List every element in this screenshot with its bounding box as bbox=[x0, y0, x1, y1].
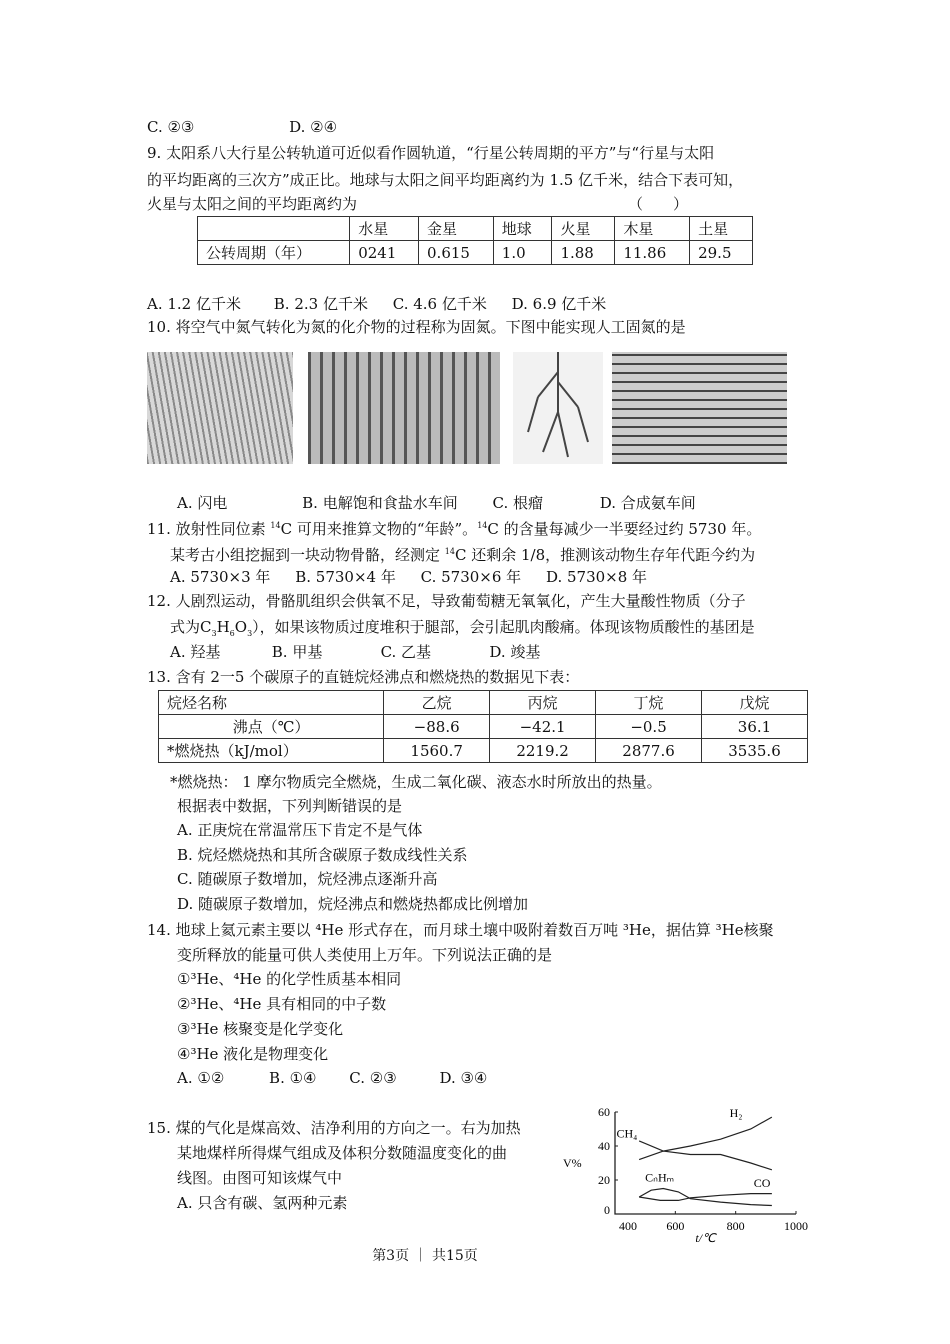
series-label: CₙHₘ bbox=[645, 1170, 675, 1185]
option-d: D. 合成氨车间 bbox=[599, 494, 696, 512]
option-c: C. 4.6 亿千米 bbox=[392, 295, 487, 313]
option-d: D. 随碳原子数增加，烷烃沸点和燃烧热都成比例增加 bbox=[177, 895, 529, 913]
statement: ③³He 核聚变是化学变化 bbox=[177, 1020, 344, 1038]
q9-options bbox=[147, 294, 606, 314]
t: 14 bbox=[477, 521, 488, 530]
series-label: CH₄ bbox=[616, 1126, 638, 1141]
cell: 水星 bbox=[350, 217, 419, 241]
option-a: A. ①② bbox=[177, 1069, 225, 1087]
axes bbox=[615, 1112, 796, 1214]
q15-text: 线图。由图可知该煤气中 bbox=[177, 1169, 343, 1187]
option-b: B. 烷烃燃烧热和其所含碳原子数成线性关系 bbox=[177, 846, 468, 864]
option-a: A. 闪电 bbox=[177, 494, 228, 512]
cell: 0.615 bbox=[419, 241, 494, 265]
cell: 1.0 bbox=[493, 241, 552, 265]
q12-text bbox=[170, 617, 755, 644]
cell: 3535.6 bbox=[702, 739, 808, 763]
q11-options bbox=[170, 567, 647, 587]
option-d: D. ③④ bbox=[439, 1069, 488, 1087]
t: O bbox=[234, 618, 248, 636]
option-c: C. 随碳原子数增加，烷烃沸点逐渐升高 bbox=[177, 870, 438, 888]
cell: 公转周期（年） bbox=[198, 241, 350, 265]
cell: 2219.2 bbox=[490, 739, 596, 763]
y-axis-label: V% bbox=[563, 1156, 582, 1170]
q15-text: 15. 煤的气化是煤高效、洁净利用的方向之一。右为加热 bbox=[147, 1119, 521, 1137]
cell: 丁烷 bbox=[596, 691, 702, 715]
series-label: CO bbox=[753, 1175, 771, 1190]
t: H bbox=[216, 618, 230, 636]
x-tick-label: 1000 bbox=[784, 1219, 808, 1233]
cell: 11.86 bbox=[615, 241, 690, 265]
t: C 还剩余 1/8，推测该动物生存年代距今约为 bbox=[454, 546, 756, 564]
t: 3 bbox=[211, 629, 217, 638]
x-tick-label: 800 bbox=[726, 1219, 745, 1233]
cell: 1.88 bbox=[552, 241, 615, 265]
table-row bbox=[198, 241, 753, 265]
q8-options bbox=[147, 117, 337, 137]
t: 式为C bbox=[170, 618, 212, 636]
t: 14 bbox=[270, 521, 281, 530]
cell: 丙烷 bbox=[490, 691, 596, 715]
q14-options bbox=[177, 1068, 487, 1088]
root-icon bbox=[513, 352, 603, 464]
t: 14 bbox=[444, 547, 455, 556]
cell: 2877.6 bbox=[596, 739, 702, 763]
t: 3 bbox=[247, 629, 253, 638]
q10-text: 10. 将空气中氮气转化为氮的化介物的过程称为固氮。下图中能实现人工固氮的是 bbox=[147, 318, 686, 336]
option-a: A. 羟基 bbox=[170, 643, 221, 661]
t: 6 bbox=[229, 629, 235, 638]
q15-text: 某地煤样所得煤气组成及体积分数随温度变化的曲 bbox=[177, 1144, 508, 1162]
q13-table bbox=[158, 690, 808, 763]
t: C 的含量每减少一半要经过约 5730 年。 bbox=[487, 520, 762, 538]
x-axis-label: t/℃ bbox=[695, 1231, 716, 1245]
option-a: A. 1.2 亿千米 bbox=[147, 295, 241, 313]
option-c: C. ②③ bbox=[147, 118, 195, 136]
q9-table bbox=[197, 216, 753, 265]
q9-text: 9. 太阳系八大行星公转轨道可近似看作圆轨道，“行星公转周期的平方”与“行星与太阳 bbox=[147, 144, 715, 162]
y-tick-label: 20 bbox=[598, 1173, 610, 1187]
option-a: A. 正庚烷在常温常压下肯定不是气体 bbox=[177, 821, 423, 839]
q12-text: 12. 人剧烈运动，骨骼肌组织会供氧不足，导致葡萄糖无氧氧化，产生大量酸性物质（分子 bbox=[147, 592, 746, 610]
option-b: B. 甲基 bbox=[271, 643, 323, 661]
option-a: A. 5730×3 年 bbox=[170, 568, 271, 586]
statement: ①³He、⁴He 的化学性质基本相同 bbox=[177, 970, 402, 988]
y-tick-label: 60 bbox=[598, 1105, 610, 1119]
cell: 36.1 bbox=[702, 715, 808, 739]
cell: −0.5 bbox=[596, 715, 702, 739]
y-tick-label: 40 bbox=[598, 1139, 610, 1153]
table-row bbox=[159, 715, 808, 739]
series-line bbox=[639, 1194, 772, 1201]
x-tick-label: 400 bbox=[619, 1219, 637, 1233]
t: 某考古小组挖掘到一块动物骨骼，经测定 bbox=[170, 546, 445, 564]
series-line bbox=[639, 1117, 772, 1160]
cell: 1560.7 bbox=[384, 739, 490, 763]
statement: ②³He、⁴He 具有相同的中子数 bbox=[177, 995, 387, 1013]
q9-text: 的平均距离的三次方”成正比。地球与太阳之间平均距离约为 1.5 亿千米，结合下表可知， bbox=[147, 171, 744, 189]
lightning-photo bbox=[147, 352, 293, 464]
option-d: D. 5730×8 年 bbox=[545, 568, 648, 586]
cell: −88.6 bbox=[384, 715, 490, 739]
cell: 木星 bbox=[615, 217, 690, 241]
q14-text: 变所释放的能量可供人类使用上万年。下列说法正确的是 bbox=[177, 946, 553, 964]
cell: 金星 bbox=[419, 217, 494, 241]
option-b: B. 电解饱和食盐水车间 bbox=[302, 494, 458, 512]
x-tick-label: 600 bbox=[666, 1219, 685, 1233]
ammonia-plant-photo bbox=[612, 352, 787, 464]
answer-bracket: （ ） bbox=[628, 195, 689, 213]
option-c: C. 根瘤 bbox=[492, 494, 543, 512]
t: C 可用来推算文物的“年龄”。 bbox=[280, 520, 478, 538]
cell: 乙烷 bbox=[384, 691, 490, 715]
electrolysis-workshop-photo bbox=[308, 352, 500, 464]
table-header-row bbox=[198, 217, 753, 241]
q11-text bbox=[170, 542, 755, 565]
q12-options bbox=[170, 642, 540, 662]
q11-text bbox=[147, 516, 761, 539]
series-label: H₂ bbox=[729, 1106, 743, 1121]
t: ），如果该物质过度堆积于腿部，会引起肌肉酸痛。体现该物质酸性的基团是 bbox=[252, 618, 755, 636]
option-c: C. 5730×6 年 bbox=[420, 568, 522, 586]
q13-note: *燃烧热： 1 摩尔物质完全燃烧，生成二氧化碳、液态水时所放出的热量。 bbox=[170, 773, 662, 791]
option-d: D. 竣基 bbox=[489, 643, 541, 661]
option-c: C. ②③ bbox=[349, 1069, 397, 1087]
page-footer: 第3页 ｜ 共15页 bbox=[372, 1248, 478, 1264]
cell: 0241 bbox=[350, 241, 419, 265]
statement: ④³He 液化是物理变化 bbox=[177, 1045, 329, 1063]
cell: −42.1 bbox=[490, 715, 596, 739]
cell: *燃烧热（kJ/mol） bbox=[159, 739, 384, 763]
cell: 地球 bbox=[493, 217, 552, 241]
q13-text: 13. 含有 2一5 个碳原子的直链烷烃沸点和燃烧热的数据见下表： bbox=[147, 668, 580, 686]
option-d: D. 6.9 亿千米 bbox=[511, 295, 607, 313]
gas-composition-chart bbox=[560, 1098, 820, 1246]
option-c: C. 乙基 bbox=[380, 643, 432, 661]
option-d: D. ②④ bbox=[289, 118, 338, 136]
q10-options bbox=[177, 493, 696, 513]
table-row bbox=[159, 739, 808, 763]
cell: 烷烃名称 bbox=[159, 691, 384, 715]
cell: 戊烷 bbox=[702, 691, 808, 715]
series-line bbox=[639, 1141, 772, 1170]
cell: 29.5 bbox=[690, 241, 753, 265]
y-tick-label: 0 bbox=[604, 1203, 610, 1217]
root-nodule-photo bbox=[513, 352, 603, 464]
q13-prompt: 根据表中数据，下列判断错误的是 bbox=[177, 797, 403, 815]
q9-text: 火星与太阳之间的平均距离约为 bbox=[147, 195, 358, 213]
cell: 土星 bbox=[690, 217, 753, 241]
option-b: B. 2.3 亿千米 bbox=[273, 295, 368, 313]
table-header-row bbox=[159, 691, 808, 715]
option-a: A. 只含有碳、氢两种元素 bbox=[177, 1194, 348, 1212]
t: 11. 放射性同位素 bbox=[147, 520, 271, 538]
cell: 火星 bbox=[552, 217, 615, 241]
cell bbox=[198, 217, 350, 241]
cell: 沸点（℃） bbox=[159, 715, 384, 739]
q14-text: 14. 地球上氦元素主要以 ⁴He 形式存在，而月球土壤中吸附着数百万吨 ³He，据估算 ³He核聚 bbox=[147, 921, 774, 939]
option-b: B. 5730×4 年 bbox=[295, 568, 396, 586]
option-b: B. ①④ bbox=[269, 1069, 317, 1087]
